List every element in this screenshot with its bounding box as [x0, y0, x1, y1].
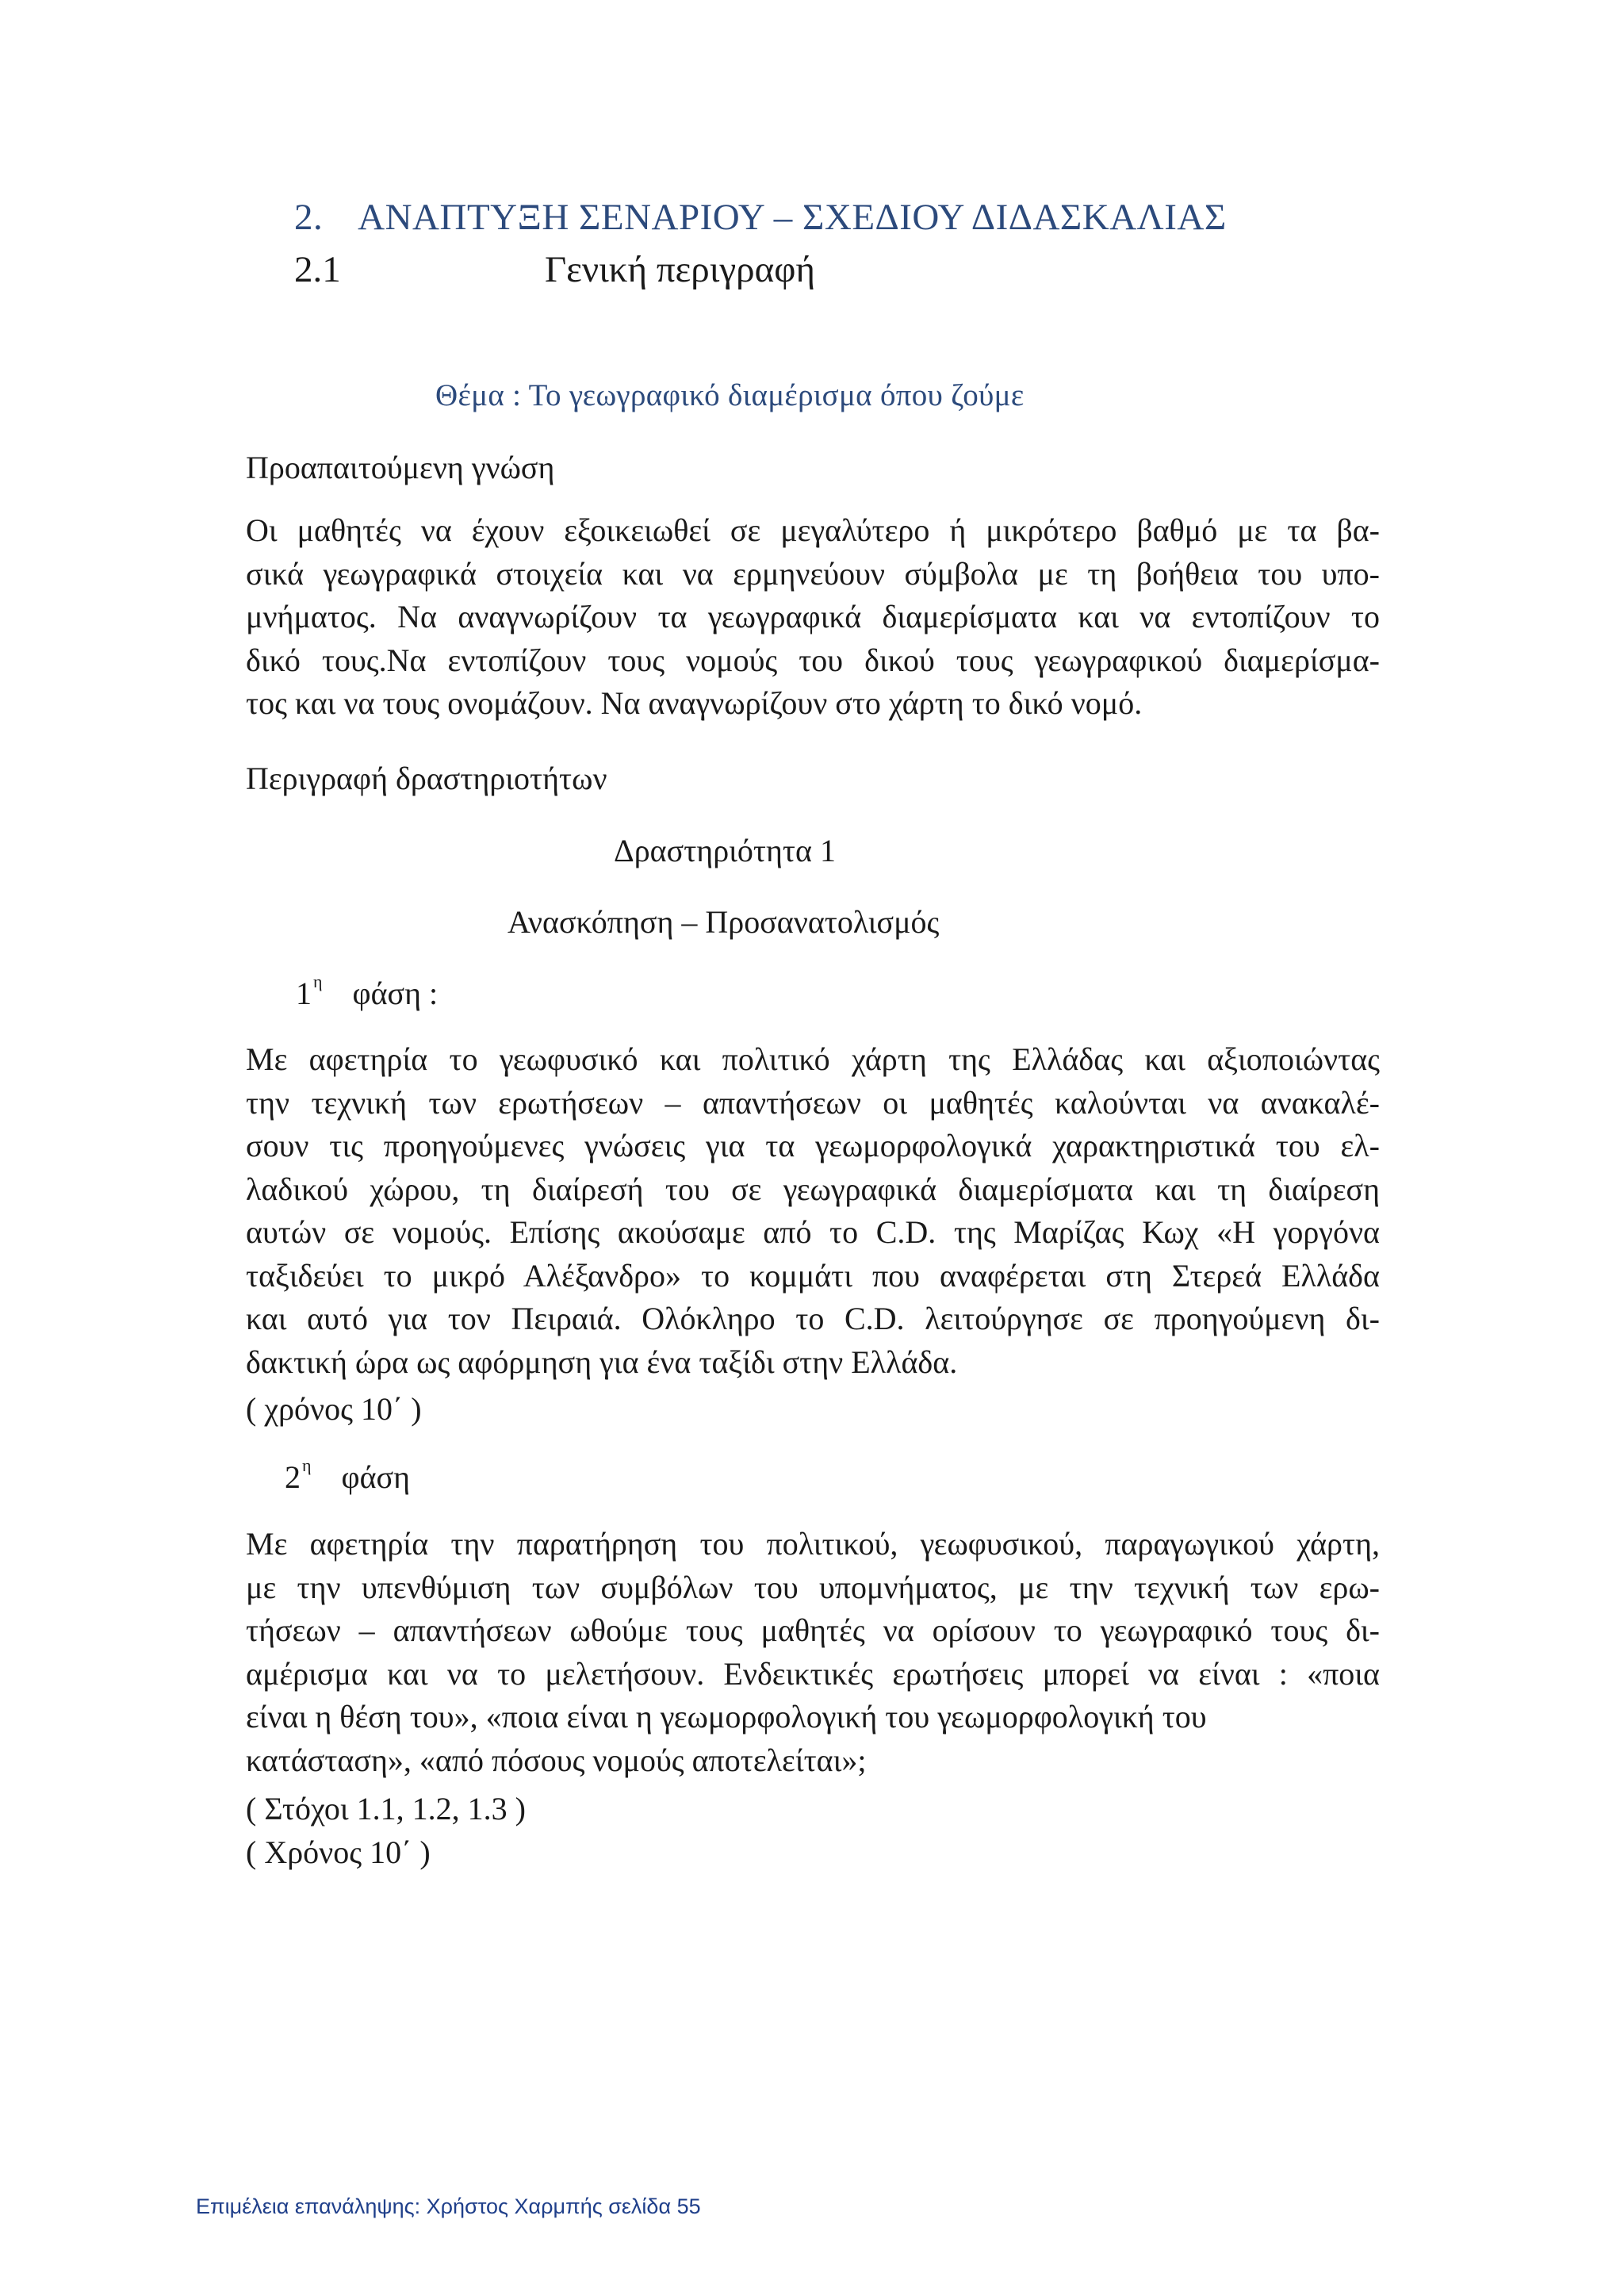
paragraph-line: μνήματος. Να αναγνωρίζουν τα γεωγραφικά διαμερίσματα και να εντοπίζουν το — [246, 599, 1380, 634]
prior-knowledge-paragraph — [246, 509, 1380, 726]
page-footer: Επιμέλεια επανάληψης: Χρήστος Χαρμπής σελίδα 55 — [196, 2194, 701, 2218]
phase-number: 1 — [296, 976, 312, 1011]
paragraph-line: αυτών σε νομούς. Επίσης ακούσαμε από το C.D. της Μαρίζας Κωχ «Η γοργόνα — [246, 1214, 1380, 1250]
theme-title: Θέμα : Το γεωγραφικό διαμέρισμα όπου ζούμε — [435, 378, 1025, 412]
paragraph-line: Με αφετηρία την παρατήρηση του πολιτικού, γεωφυσικού, παραγωγικού χάρτη, — [246, 1526, 1380, 1562]
paragraph-line: τήσεων – απαντήσεων ωθούμε τους μαθητές να ορίσουν το γεωγραφικό τους δι- — [246, 1612, 1380, 1648]
paragraph-line: Οι μαθητές να έχουν εξοικειωθεί σε μεγαλύτερο ή μικρότερο βαθμό με τα βα- — [246, 512, 1380, 548]
paragraph-line: Με αφετηρία το γεωφυσικό και πολιτικό χάρτη της Ελλάδας και αξιοποιώντας — [246, 1041, 1380, 1077]
phase-1-label — [296, 972, 439, 1012]
paragraph-line: σικά γεωγραφικά στοιχεία και να ερμηνεύουν σύμβολα με τη βοήθεια του υπο- — [246, 555, 1380, 592]
phase-number: 2 — [285, 1459, 301, 1495]
phase-2-time: ( Χρόνος 10΄ ) — [246, 1834, 431, 1870]
subsection-title: Γενική περιγραφή — [545, 249, 815, 290]
paragraph-line: αμέρισμα και να το μελετήσουν. Ενδεικτικές ερωτήσεις μπορεί να είναι : «ποια — [246, 1655, 1380, 1692]
paragraph-line: είναι η θέση του», «ποια είναι η γεωμορφολογική του γεωμορφολογική του — [246, 1699, 1207, 1734]
paragraph-line: λαδικού χώρου, τη διαίρεσή του σε γεωγραφικά διαμερίσματα και τη διαίρεση — [246, 1171, 1380, 1207]
paragraph-line: δακτική ώρα ως αφόρμηση για ένα ταξίδι στην Ελλάδα. — [246, 1343, 958, 1380]
activity-subtitle: Ανασκόπηση – Προσανατολισμός — [508, 904, 940, 940]
phase-1-time: ( χρόνος 10΄ ) — [246, 1391, 422, 1427]
paragraph-line: τος και να τους ονομάζουν. Να αναγνωρίζουν στο χάρτη το δικό νομό. — [246, 685, 1143, 721]
paragraph-line: και αυτό για τον Πειραιά. Ολόκληρο το C.D. λειτούργησε σε προηγούμενη δι- — [246, 1301, 1380, 1336]
paragraph-line: με την υπενθύμιση των συμβόλων του υπομνήματος, με την τεχνική των ερω- — [246, 1569, 1380, 1605]
prior-knowledge-label: Προαπαιτούμενη γνώση — [246, 450, 555, 485]
section-heading — [294, 196, 1227, 239]
phase-2-paragraph — [246, 1523, 1380, 1782]
subsection-heading — [294, 248, 341, 291]
phase-2-goals: ( Στόχοι 1.1, 1.2, 1.3 ) — [246, 1791, 526, 1826]
activity-title: Δραστηριότητα 1 — [614, 833, 836, 868]
paragraph-line: την τεχνική των ερωτήσεων – απαντήσεων οι μαθητές καλούνται να ανακαλέ- — [246, 1084, 1380, 1121]
section-title: ΑΝΑΠΤΥΞΗ ΣΕΝΑΡΙΟΥ – ΣΧΕΔΙΟΥ ΔΙΔΑΣΚΑΛΙΑΣ — [358, 197, 1227, 238]
paragraph-line: ταξιδεύει το μικρό Αλέξανδρο» το κομμάτι που αναφέρεται στη Στερεά Ελλάδα — [246, 1257, 1380, 1294]
ordinal-suffix: η — [313, 972, 323, 991]
section-number: 2. — [294, 197, 324, 238]
paragraph-line: κατάσταση», «από πόσους νομούς αποτελείται»; — [246, 1742, 867, 1778]
subsection-number: 2.1 — [294, 249, 341, 290]
phase-word: φάση : — [352, 976, 439, 1011]
phase-word: φάση — [341, 1459, 411, 1495]
ordinal-suffix: η — [302, 1455, 312, 1475]
phase-1-paragraph — [246, 1038, 1380, 1384]
phase-2-label — [285, 1455, 411, 1496]
activities-label: Περιγραφή δραστηριοτήτων — [246, 761, 607, 796]
paragraph-line: δικό τους.Να εντοπίζουν τους νομούς του δικού τους γεωγραφικού διαμερίσμα- — [246, 642, 1380, 678]
paragraph-line: σουν τις προηγούμενες γνώσεις για τα γεωμορφολογικά χαρακτηριστικά του ελ- — [246, 1128, 1380, 1163]
